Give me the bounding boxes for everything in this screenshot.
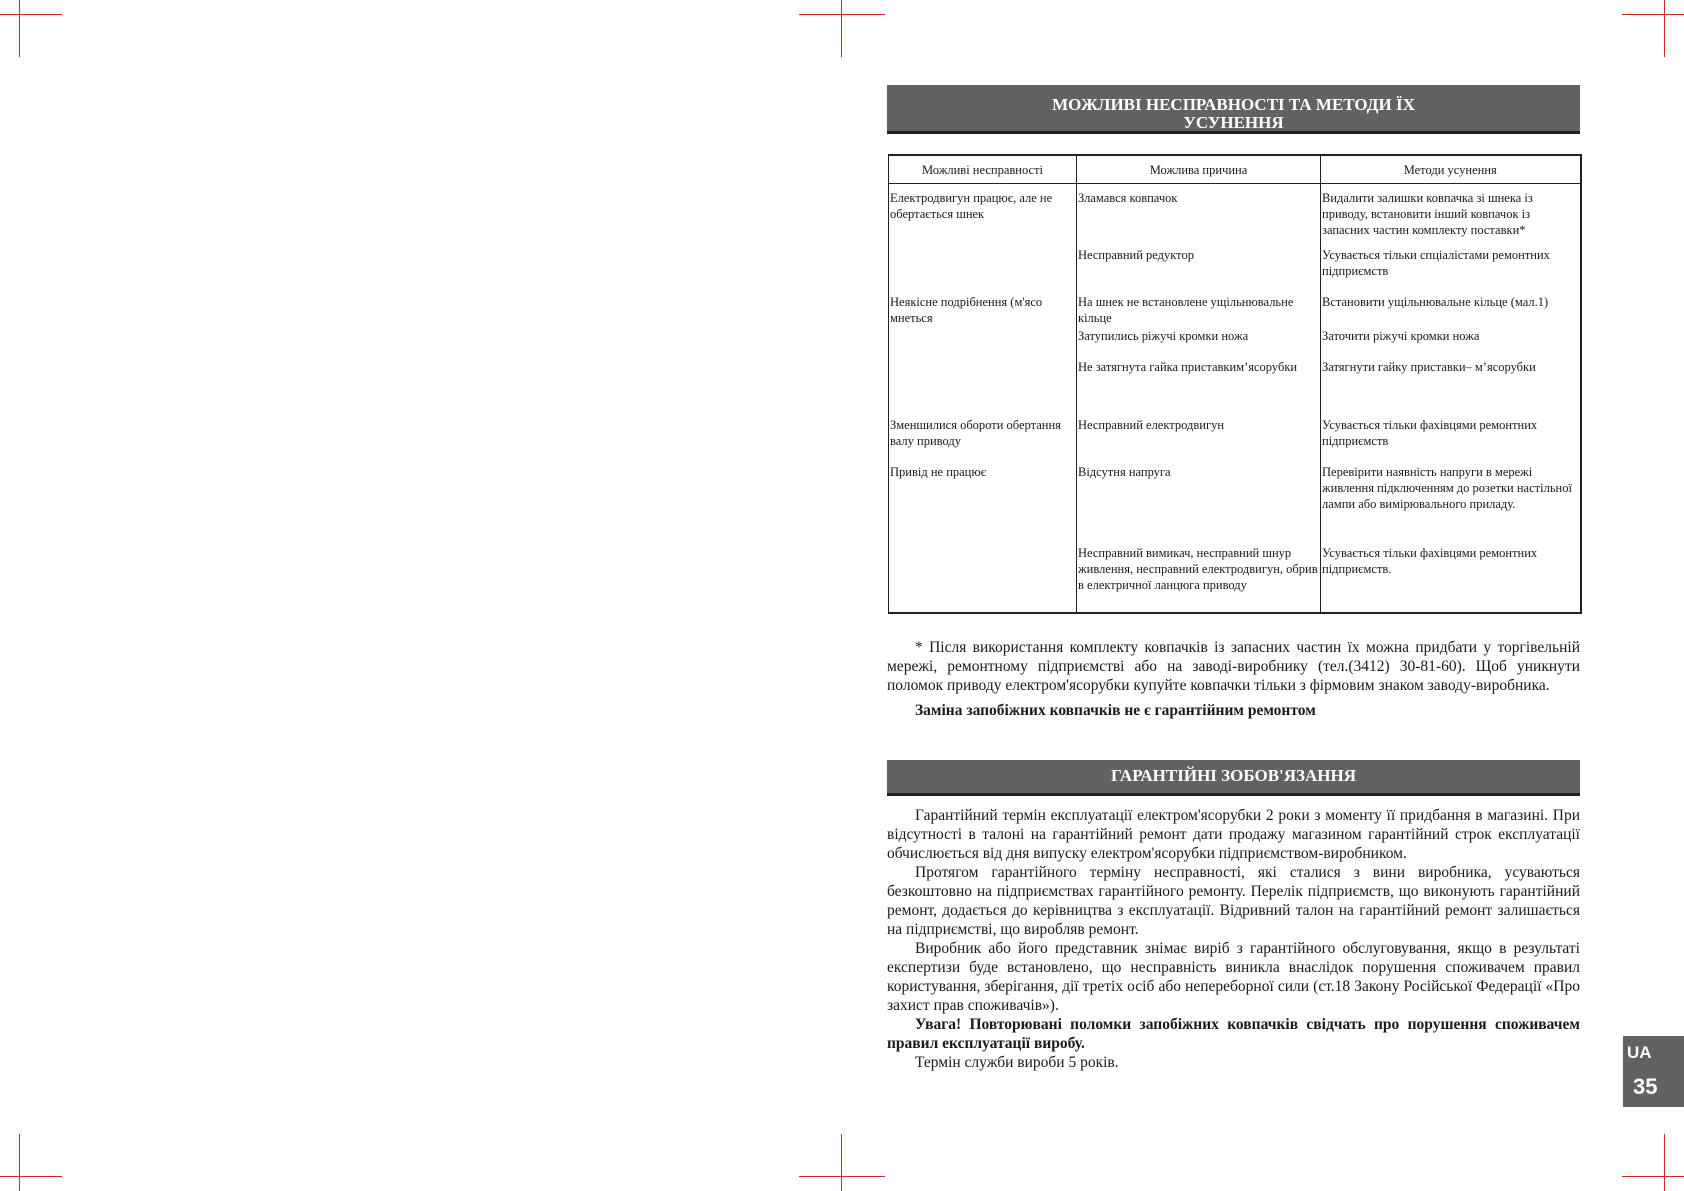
table-row [889, 294, 1581, 328]
footnote-block [887, 638, 1580, 720]
page-tab [1623, 1036, 1684, 1107]
warranty-body [887, 806, 1580, 1072]
cause-cell: Несправний вимикач, несправний шнур живлення, несправний електродвигун, обрив в електричної ланцюга приводу [1077, 545, 1321, 613]
table-row [889, 247, 1581, 294]
header-cause: Можлива причина [1077, 155, 1321, 184]
footnote-bold-note: Заміна запобіжних ковпачків не є гарантійним ремонтом [915, 702, 1316, 719]
remedy-cell: Затягнути гайку приставки– м’ясорубки [1322, 359, 1536, 374]
faults-section-header [887, 85, 1580, 134]
remedy-cell: Заточити ріжучі кромки ножа [1322, 328, 1480, 343]
service-life: Термін служби вироби 5 років. [915, 1054, 1119, 1071]
remedy-cell: Перевірити наявність напруги в мережі живлення підключенням до розетки настільної лампи або вимірювального приладу. [1322, 464, 1572, 511]
fault-cell: Привід не працює [889, 464, 1077, 545]
remedy-cell: Усувається тільки спціалістами ремонтних підприємств [1322, 247, 1550, 278]
warranty-section-header [887, 760, 1580, 796]
faults-title-line1: МОЖЛИВІ НЕСПРАВНОСТІ ТА МЕТОДИ ЇХ [1052, 95, 1415, 114]
fault-cell: Неякісне подрібнення (м'ясо мнеться [889, 294, 1077, 328]
cause-cell: Не затягнута гайка приставким’ясорубки [1077, 359, 1321, 417]
warranty-paragraph-3: Виробник або його представник знімає виріб з гарантійного обслуговування, якщо в результаті експертизи буде встановлено, що несправність виникла внаслідок порушення споживачем правил користування, зберігання, дії третіх осіб або непереборної сили (ст.18 Закону Російської Федерації «Про захист прав споживачів»). [887, 940, 1580, 1014]
table-row [889, 184, 1581, 247]
fault-cell [889, 247, 1077, 294]
table-row [889, 464, 1581, 545]
fault-cell [889, 545, 1077, 613]
cause-cell: Несправний редуктор [1077, 247, 1321, 294]
warranty-title: ГАРАНТІЙНІ ЗОБОВ'ЯЗАННЯ [1110, 766, 1357, 785]
table-row [889, 359, 1581, 417]
table-row [889, 328, 1581, 359]
language-label: UA [1627, 1043, 1652, 1062]
table-row [889, 545, 1581, 613]
header-fault: Можливі несправності [889, 155, 1077, 184]
warranty-warning: Увага! Повторювані поломки запобіжних ковпачків свідчать про порушення споживачем правил експлуатації виробу. [887, 1016, 1580, 1052]
footnote-text: * Після використання комплекту ковпачків із запасних частин їх можна придбати у торгівельній мережі, ремонтному підприємстві або на заводі-виробнику (тел.(3412) 30-81-60). Щоб уникнути поломок приводу електром'ясорубки купуйте ковпачки тільки з фірмовим знаком заводу-виробника. [887, 639, 1580, 694]
remedy-cell: Видалити залишки ковпачка зі шнека із приводу, встановити інший ковпачок із запасних частин комплекту поставки* [1322, 191, 1533, 237]
cause-cell: Несправний електродвигун [1077, 417, 1321, 464]
faults-title-line2: УСУНЕННЯ [1183, 113, 1284, 132]
header-remedy: Методи усунення [1321, 155, 1581, 184]
cause-cell: На шнек не встановлене ущільнювальне кільце [1077, 294, 1321, 328]
page-number: 35 [1633, 1074, 1658, 1099]
table-row [889, 417, 1581, 464]
fault-cell: Електродвигун працює, але не обертається шнек [889, 184, 1077, 247]
fault-cell [889, 328, 1077, 359]
warranty-paragraph-2: Протягом гарантійного терміну несправності, які сталися з вини виробника, усуваються безкоштовно на підприємствах гарантійного ремонту. Перелік підприємств, що виконують гарантійний ремонт, додається до керівництва з експлуатації. Відривний талон на гарантійний ремонт залишається на підприємстві, що виробляв ремонт. [887, 864, 1580, 938]
remedy-cell: Встановити ущільнювальне кільце (мал.1) [1322, 294, 1549, 309]
fault-cell: Зменшилися обороти обертання валу приводу [889, 417, 1077, 464]
cause-cell: Затупились ріжучі кромки ножа [1077, 328, 1321, 359]
remedy-cell: Усувається тільки фахівцями ремонтних підприємств. [1322, 545, 1538, 576]
table-header-row [889, 155, 1581, 184]
remedy-cell: Усувається тільки фахівцями ремонтних підприємств [1322, 417, 1538, 448]
cause-cell: Відсутня напруга [1077, 464, 1321, 545]
cause-cell: Зламався ковпачок [1077, 184, 1321, 247]
faults-table [888, 154, 1582, 614]
fault-cell [889, 359, 1077, 417]
warranty-paragraph-1: Гарантійний термін експлуатації електром'ясорубки 2 роки з моменту її придбання в магазині. При відсутності в талоні на гарантійний ремонт дати продажу магазином гарантійний строк експлуатації обчислюється від дня випуску електром'ясорубки підприємством-виробником. [887, 807, 1580, 862]
